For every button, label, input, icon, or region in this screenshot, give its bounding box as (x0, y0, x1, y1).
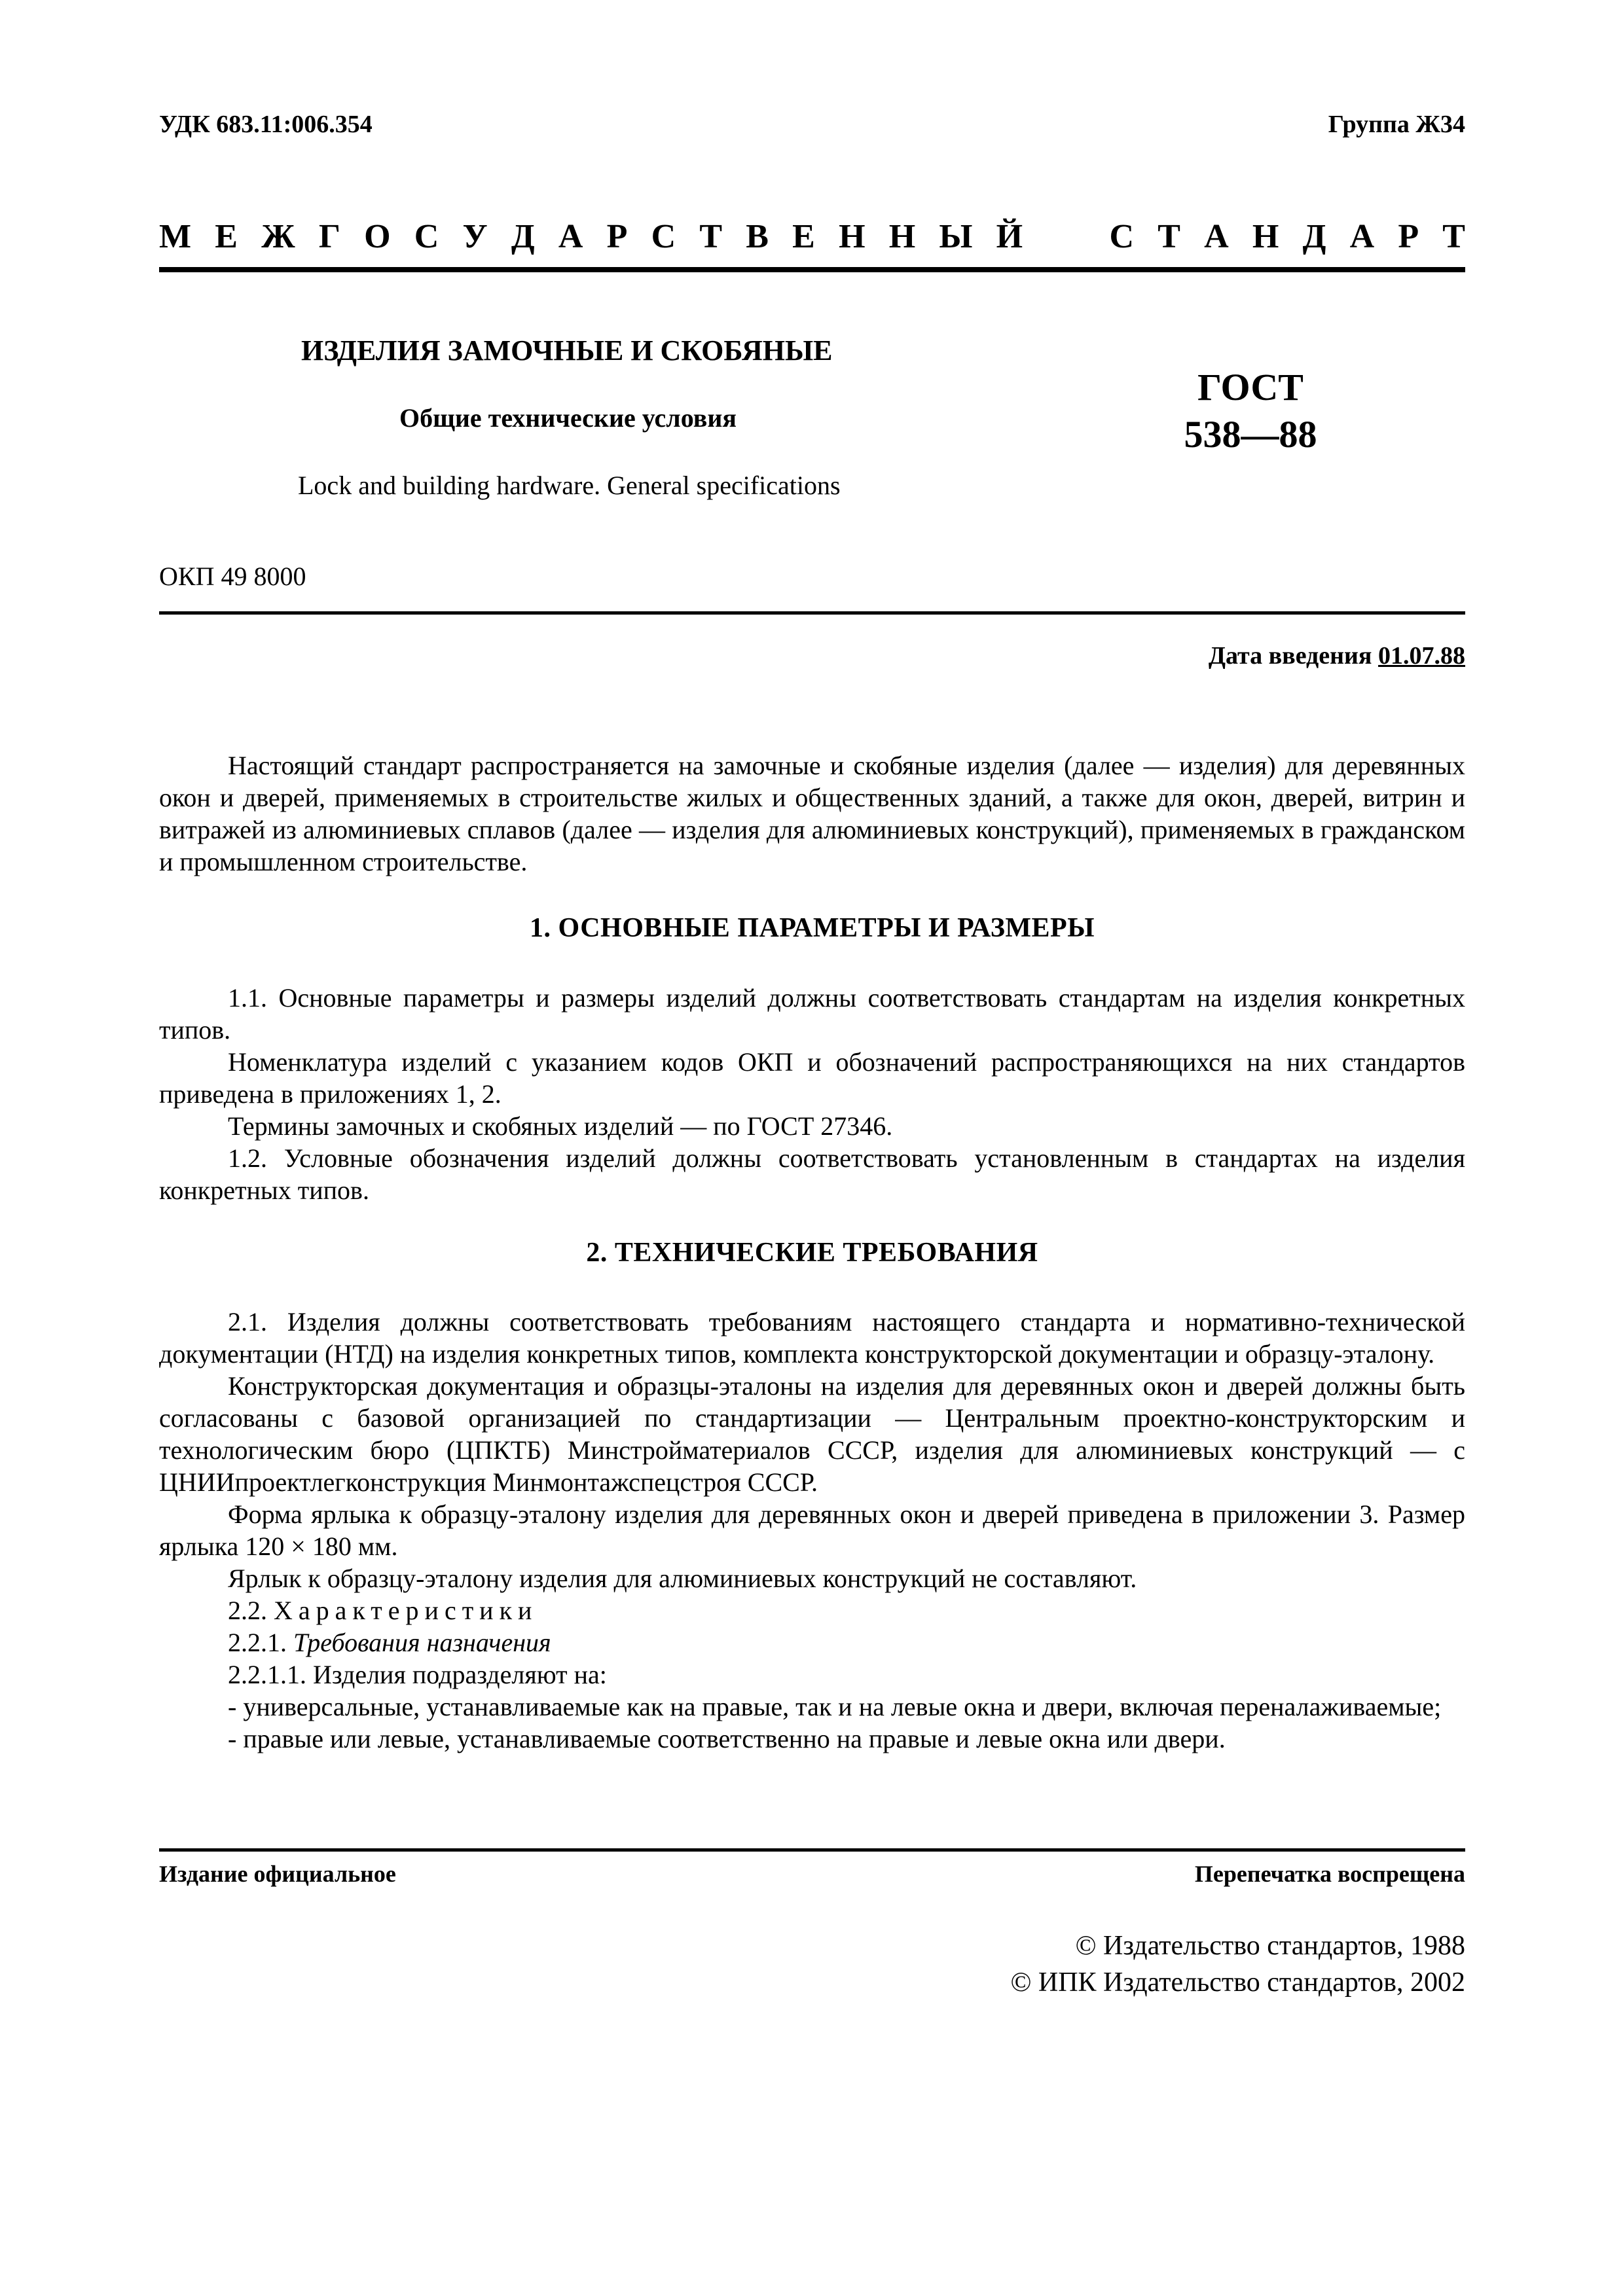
okp-code: ОКП 49 8000 (159, 562, 306, 591)
banner-letter: М (159, 218, 192, 255)
banner-letter: Н (888, 218, 916, 255)
english-title: Lock and building hardware. General specifications (298, 471, 841, 500)
banner-letter: У (462, 218, 488, 255)
section-2-body (159, 1306, 1465, 1755)
banner-letter: С (651, 218, 676, 255)
banner-letter: А (1204, 218, 1229, 255)
title-rule (159, 611, 1465, 615)
clause-title-purpose-requirements: Требования назначения (293, 1628, 551, 1657)
banner-rule (159, 267, 1465, 272)
paragraph: Ярлык к образцу-эталону изделия для алюминиевых конструкций не составляют. (228, 1564, 1137, 1593)
paragraph: Термины замочных и скобяных изделий — по ГОСТ 27346. (228, 1111, 893, 1141)
banner-letter: Ж (261, 218, 295, 255)
gost-designation (1152, 364, 1349, 458)
banner-letter: С (1109, 218, 1135, 255)
copyright-block (1010, 1928, 1465, 2001)
paragraph: Конструкторская документация и образцы-эталоны на изделия для деревянных окон и дверей должны быть согласованы с базовой организацией по стандартизации — Центральным проектно-конструкторским и технологическим бюро (ЦПКТБ) Минстройматериалов СССР, изделия для алюминиевых конструкций — с ЦНИИпроектлегконструкция Минмонтажспецстроя СССР. (159, 1371, 1465, 1497)
paragraph: 1.1. Основные параметры и размеры изделий должны соответствовать стандартам на изделия конкретных типов. (159, 983, 1465, 1045)
clause-title-characteristics: Характеристики (274, 1596, 538, 1625)
paragraph (159, 1626, 1465, 1659)
interstate-standard-banner (159, 217, 1465, 256)
paragraph (159, 1594, 1465, 1626)
banner-letter: Д (1302, 218, 1326, 255)
banner-letter: Н (1252, 218, 1279, 255)
copyright-line: © Издательство стандартов, 1988 (1075, 1931, 1465, 1961)
banner-letter: Г (318, 218, 340, 255)
gost-number: 538—88 (1184, 413, 1317, 456)
document-title: ИЗДЕЛИЯ ЗАМОЧНЫЕ И СКОБЯНЫЕ (301, 334, 833, 367)
banner-letter: Т (1442, 218, 1465, 255)
banner-letter: Н (839, 218, 866, 255)
banner-letter: Е (792, 218, 815, 255)
effective-date-label: Дата введения (1208, 642, 1372, 670)
banner-letter: В (746, 218, 769, 255)
clause-number: 2.2. (228, 1596, 267, 1625)
section-1-body (159, 982, 1465, 1206)
effective-date-value: 01.07.88 (1378, 642, 1465, 670)
banner-letter: Т (699, 218, 723, 255)
banner-letter: Д (511, 218, 535, 255)
gost-label: ГОСТ (1197, 366, 1304, 408)
paragraph: Номенклатура изделий с указанием кодов ОКП и обозначений распространяющихся на них стандартов приведена в приложениях 1, 2. (159, 1047, 1465, 1109)
banner-letter: Р (606, 218, 628, 255)
effective-date (1209, 641, 1465, 670)
document-subtitle: Общие технические условия (399, 403, 737, 433)
list-item: - универсальные, устанавливаемые как на правые, так и на левые окна и двери, включая переналаживаемые; (228, 1692, 1442, 1721)
banner-letter: С (414, 218, 439, 255)
banner-letter: Й (996, 218, 1023, 255)
banner-letter: О (364, 218, 391, 255)
list-item: - правые или левые, устанавливаемые соответственно на правые и левые окна или двери. (228, 1724, 1226, 1753)
intro-paragraph (159, 749, 1465, 878)
official-edition: Издание официальное (159, 1861, 396, 1887)
banner-letter: Р (1398, 218, 1419, 255)
paragraph: 2.2.1.1. Изделия подразделяют на: (228, 1660, 607, 1689)
clause-number: 2.2.1. (228, 1628, 287, 1657)
paragraph: Форма ярлыка к образцу-эталону изделия для деревянных окон и дверей приведена в приложении 3. Размер ярлыка 120 × 180 мм. (159, 1499, 1465, 1561)
banner-letter: А (558, 218, 583, 255)
udk-code: УДК 683.11:006.354 (159, 111, 373, 138)
group-code: Группа Ж34 (1328, 111, 1465, 138)
section-2-heading: 2. ТЕХНИЧЕСКИЕ ТРЕБОВАНИЯ (586, 1238, 1038, 1268)
intro-text: Настоящий стандарт распространяется на замочные и скобяные изделия (далее — изделия) для деревянных окон и дверей, применяемых в строительстве жилых и общественных зданий, а также для окон, дверей, витрин и витражей из алюминиевых сплавов (далее — изделия для алюминиевых конструкций), применяемых в гражданском и промышленном строительстве. (159, 751, 1465, 876)
reprint-prohibited: Перепечатка воспрещена (1194, 1861, 1465, 1887)
banner-letter: Т (1158, 218, 1180, 255)
paragraph: 1.2. Условные обозначения изделий должны соответствовать установленным в стандартах на изделия конкретных типов. (159, 1143, 1465, 1205)
copyright-line: © ИПК Издательство стандартов, 2002 (1010, 1967, 1465, 1998)
banner-letter: Ы (939, 218, 973, 255)
footer-rule (159, 1848, 1465, 1852)
banner-letter: Е (215, 218, 238, 255)
section-1-heading: 1. ОСНОВНЫЕ ПАРАМЕТРЫ И РАЗМЕРЫ (530, 913, 1095, 943)
paragraph: 2.1. Изделия должны соответствовать требованиям настоящего стандарта и нормативно-технической документации (НТД) на изделия конкретных типов, комплекта конструкторской документации и образцу-эталону. (159, 1307, 1465, 1369)
banner-letter: А (1349, 218, 1375, 255)
